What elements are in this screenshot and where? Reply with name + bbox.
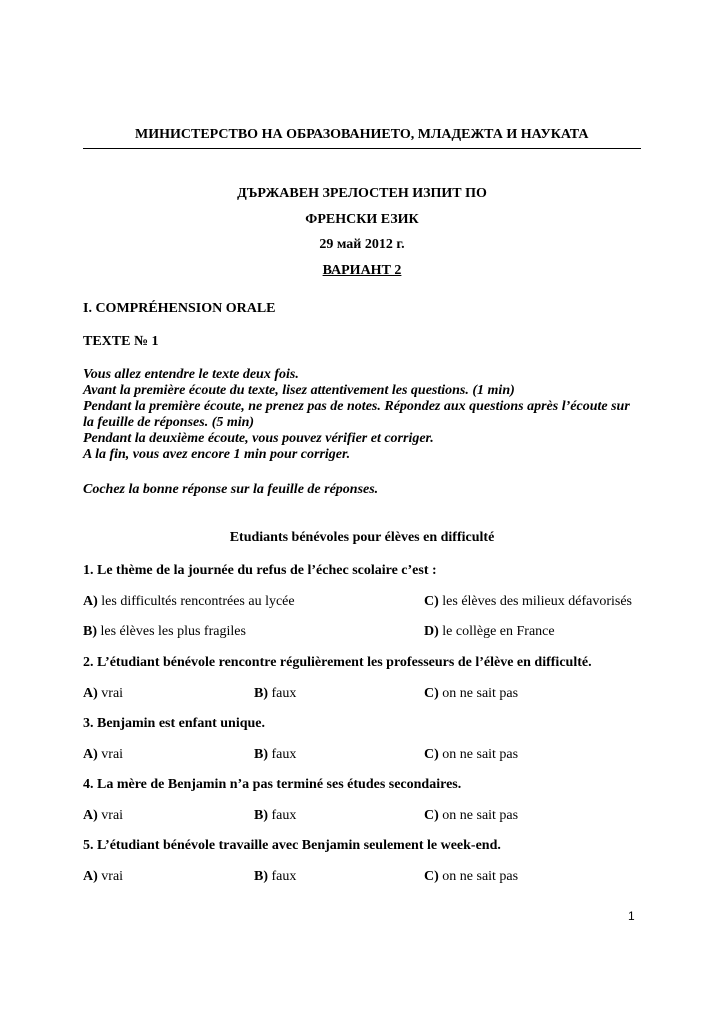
option-letter: D) (424, 624, 439, 639)
option-text: on ne sait pas (438, 686, 519, 701)
instruction-line: Pendant la première écoute, ne prenez pas de notes. Répondez aux questions après l’écoute sur (83, 399, 630, 414)
instruction-final: Cochez la bonne réponse sur la feuille de réponses. (83, 482, 379, 497)
header-divider (83, 148, 641, 149)
exam-variant: ВАРИАНТ 2 (322, 263, 402, 278)
text-title: TEXTE № 1 (83, 334, 159, 349)
answer-option[interactable] (424, 869, 518, 885)
option-letter: B) (83, 624, 97, 639)
option-text: vrai (97, 869, 124, 884)
option-text: on ne sait pas (438, 808, 519, 823)
answer-option[interactable] (424, 624, 555, 640)
exam-date: 29 май 2012 г. (319, 237, 405, 252)
option-letter: A) (83, 808, 98, 823)
option-text: on ne sait pas (438, 869, 519, 884)
option-text: on ne sait pas (438, 747, 519, 762)
answer-option[interactable] (83, 594, 295, 610)
instruction-line: A la fin, vous avez encore 1 min pour corriger. (83, 447, 351, 462)
answer-option[interactable] (83, 624, 246, 640)
question-text: 1. Le thème de la journée du refus de l’échec scolaire c’est : (83, 563, 437, 578)
instruction-line: Avant la première écoute du texte, lisez attentivement les questions. (1 min) (83, 383, 515, 398)
option-letter: B) (254, 808, 268, 823)
option-letter: C) (424, 808, 439, 823)
option-text: les élèves des milieux défavorisés (438, 594, 632, 609)
option-text: le collège en France (438, 624, 555, 639)
section-title: I. COMPRÉHENSION ORALE (83, 301, 276, 316)
option-letter: B) (254, 747, 268, 762)
option-text: faux (268, 747, 297, 762)
answer-option[interactable] (424, 686, 518, 702)
option-letter: A) (83, 747, 98, 762)
page-number: 1 (628, 909, 635, 923)
instruction-line: la feuille de réponses. (5 min) (83, 415, 255, 430)
answer-option[interactable] (254, 808, 296, 824)
option-text: vrai (97, 808, 124, 823)
option-letter: B) (254, 869, 268, 884)
option-letter: A) (83, 686, 98, 701)
question-text: 3. Benjamin est enfant unique. (83, 716, 266, 731)
question-text: 5. L’étudiant bénévole travaille avec Benjamin seulement le week-end. (83, 838, 501, 853)
exam-title-line1: ДЪРЖАВЕН ЗРЕЛОСТЕН ИЗПИТ ПО (237, 186, 487, 201)
option-text: vrai (97, 686, 124, 701)
option-text: vrai (97, 747, 124, 762)
answer-option[interactable] (424, 808, 518, 824)
option-letter: C) (424, 869, 439, 884)
passage-title: Etudiants bénévoles pour élèves en difficulté (229, 530, 495, 545)
answer-option[interactable] (424, 747, 518, 763)
instruction-line: Pendant la deuxième écoute, vous pouvez vérifier et corriger. (83, 431, 434, 446)
option-text: les élèves les plus fragiles (97, 624, 246, 639)
question-text: 4. La mère de Benjamin n’a pas terminé ses études secondaires. (83, 777, 462, 792)
answer-option[interactable] (254, 747, 296, 763)
answer-option[interactable] (254, 869, 296, 885)
ministry-header: МИНИСТЕРСТВО НА ОБРАЗОВАНИЕТО, МЛАДЕЖТА И НАУКАТА (135, 127, 589, 142)
answer-option[interactable] (254, 686, 296, 702)
answer-option[interactable] (83, 808, 123, 824)
option-text: faux (268, 869, 297, 884)
answer-option[interactable] (83, 747, 123, 763)
option-letter: A) (83, 869, 98, 884)
answer-option[interactable] (424, 594, 632, 610)
option-letter: C) (424, 594, 439, 609)
instruction-line: Vous allez entendre le texte deux fois. (83, 367, 299, 382)
option-letter: C) (424, 747, 439, 762)
answer-option[interactable] (83, 869, 123, 885)
question-text: 2. L’étudiant bénévole rencontre régulièrement les professeurs de l’élève en difficulté. (83, 655, 592, 670)
answer-option[interactable] (83, 686, 123, 702)
option-letter: A) (83, 594, 98, 609)
option-text: faux (268, 808, 297, 823)
option-letter: B) (254, 686, 268, 701)
option-text: les difficultés rencontrées au lycée (97, 594, 295, 609)
option-letter: C) (424, 686, 439, 701)
exam-title-line2: ФРЕНСКИ ЕЗИК (305, 212, 419, 227)
option-text: faux (268, 686, 297, 701)
